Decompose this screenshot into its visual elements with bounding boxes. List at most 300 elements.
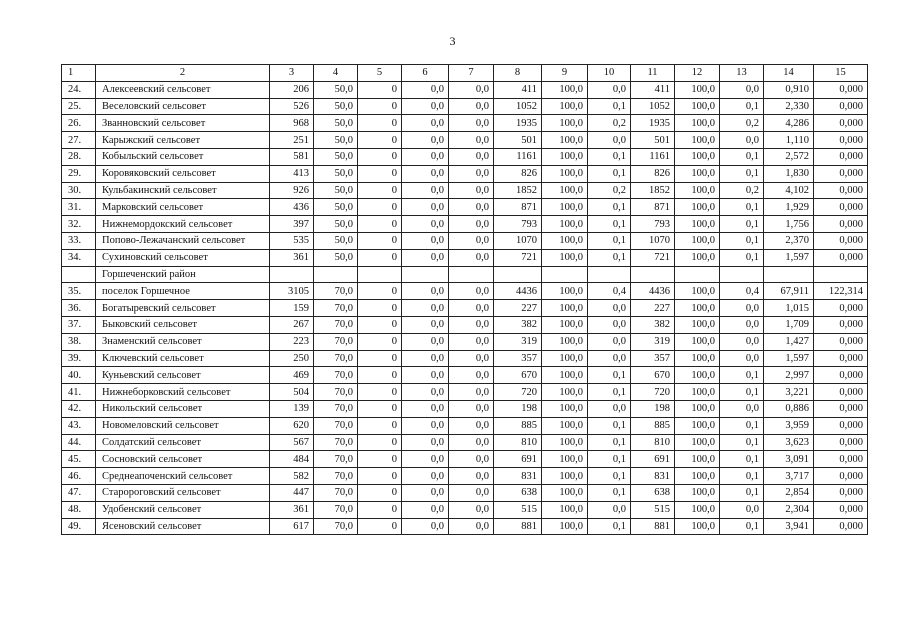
table-row — [62, 232, 868, 249]
name-cell: Старороговский сельсовет — [96, 484, 270, 501]
value-cell: 526 — [270, 98, 314, 115]
value-cell: 3,623 — [764, 434, 814, 451]
value-cell: 70,0 — [314, 367, 358, 384]
value-cell: 361 — [270, 249, 314, 266]
value-cell: 0 — [358, 165, 402, 182]
value-cell: 0,0 — [402, 98, 449, 115]
value-cell: 250 — [270, 350, 314, 367]
value-cell: 100,0 — [675, 501, 720, 518]
table-row — [62, 249, 868, 266]
value-cell: 159 — [270, 300, 314, 317]
value-cell: 100,0 — [675, 417, 720, 434]
value-cell: 100,0 — [542, 484, 588, 501]
row-number-cell: 26. — [62, 115, 96, 132]
value-cell: 0,0 — [402, 468, 449, 485]
table-row — [62, 434, 868, 451]
value-cell: 0,0 — [449, 484, 494, 501]
value-cell: 638 — [494, 484, 542, 501]
value-cell: 0,0 — [720, 316, 764, 333]
value-cell: 100,0 — [675, 451, 720, 468]
value-cell: 1852 — [631, 182, 675, 199]
value-cell: 0 — [358, 468, 402, 485]
column-header: 3 — [270, 65, 314, 82]
value-cell: 0,0 — [449, 316, 494, 333]
value-cell: 447 — [270, 484, 314, 501]
value-cell: 50,0 — [314, 216, 358, 233]
column-header: 7 — [449, 65, 494, 82]
value-cell: 1,110 — [764, 132, 814, 149]
table-body — [62, 81, 868, 535]
value-cell: 515 — [631, 501, 675, 518]
value-cell: 0,0 — [402, 400, 449, 417]
value-cell: 2,330 — [764, 98, 814, 115]
value-cell: 100,0 — [542, 501, 588, 518]
value-cell: 100,0 — [675, 199, 720, 216]
value-cell: 0,0 — [402, 300, 449, 317]
row-number-cell: 35. — [62, 283, 96, 300]
value-cell: 0,1 — [588, 148, 631, 165]
value-cell: 100,0 — [542, 98, 588, 115]
name-cell: Кобыльский сельсовет — [96, 148, 270, 165]
value-cell: 206 — [270, 81, 314, 98]
value-cell: 3105 — [270, 283, 314, 300]
value-cell: 0 — [358, 300, 402, 317]
value-cell: 70,0 — [314, 434, 358, 451]
name-cell: Новомеловский сельсовет — [96, 417, 270, 434]
value-cell: 382 — [494, 316, 542, 333]
value-cell: 4436 — [494, 283, 542, 300]
value-cell: 0,4 — [720, 283, 764, 300]
table-row — [62, 199, 868, 216]
value-cell: 0,0 — [720, 400, 764, 417]
table-row — [62, 81, 868, 98]
value-cell: 515 — [494, 501, 542, 518]
table-row — [62, 216, 868, 233]
value-cell: 617 — [270, 518, 314, 535]
value-cell: 0,1 — [588, 165, 631, 182]
row-number-cell: 32. — [62, 216, 96, 233]
value-cell: 100,0 — [675, 132, 720, 149]
value-cell: 227 — [494, 300, 542, 317]
value-cell: 100,0 — [675, 518, 720, 535]
column-header: 6 — [402, 65, 449, 82]
value-cell — [314, 266, 358, 283]
value-cell: 670 — [631, 367, 675, 384]
value-cell: 100,0 — [542, 132, 588, 149]
value-cell: 100,0 — [542, 182, 588, 199]
table-row — [62, 400, 868, 417]
name-cell: Веселовский сельсовет — [96, 98, 270, 115]
table-row — [62, 182, 868, 199]
row-number-cell: 27. — [62, 132, 96, 149]
value-cell: 1,830 — [764, 165, 814, 182]
value-cell: 0,000 — [814, 367, 868, 384]
value-cell: 0,1 — [588, 98, 631, 115]
value-cell: 721 — [631, 249, 675, 266]
value-cell: 0,0 — [449, 434, 494, 451]
value-cell: 0,1 — [588, 216, 631, 233]
value-cell: 50,0 — [314, 115, 358, 132]
value-cell: 50,0 — [314, 199, 358, 216]
value-cell — [675, 266, 720, 283]
value-cell: 100,0 — [675, 350, 720, 367]
value-cell: 0,0 — [402, 518, 449, 535]
column-header: 4 — [314, 65, 358, 82]
row-number-cell: 41. — [62, 384, 96, 401]
value-cell: 251 — [270, 132, 314, 149]
name-cell: Удобенский сельсовет — [96, 501, 270, 518]
value-cell: 319 — [494, 333, 542, 350]
value-cell: 1,709 — [764, 316, 814, 333]
value-cell: 0,0 — [449, 232, 494, 249]
value-cell: 691 — [494, 451, 542, 468]
value-cell: 100,0 — [542, 148, 588, 165]
table-row — [62, 115, 868, 132]
value-cell: 638 — [631, 484, 675, 501]
row-number-cell: 34. — [62, 249, 96, 266]
value-cell: 0 — [358, 232, 402, 249]
value-cell: 70,0 — [314, 417, 358, 434]
value-cell: 50,0 — [314, 148, 358, 165]
value-cell: 397 — [270, 216, 314, 233]
table-row — [62, 350, 868, 367]
value-cell: 0,0 — [402, 434, 449, 451]
value-cell: 0,0 — [402, 199, 449, 216]
row-number-cell: 36. — [62, 300, 96, 317]
name-cell: Горшеченский район — [96, 266, 270, 283]
name-cell: Быковский сельсовет — [96, 316, 270, 333]
value-cell: 67,911 — [764, 283, 814, 300]
value-cell: 0,1 — [720, 199, 764, 216]
value-cell: 1,597 — [764, 350, 814, 367]
value-cell: 0,0 — [449, 216, 494, 233]
value-cell: 691 — [631, 451, 675, 468]
row-number-cell — [62, 266, 96, 283]
value-cell: 0,000 — [814, 417, 868, 434]
value-cell: 70,0 — [314, 316, 358, 333]
table-row — [62, 384, 868, 401]
value-cell: 0,0 — [402, 182, 449, 199]
value-cell: 100,0 — [675, 165, 720, 182]
value-cell: 361 — [270, 501, 314, 518]
value-cell: 0,0 — [402, 232, 449, 249]
value-cell: 100,0 — [542, 199, 588, 216]
value-cell: 50,0 — [314, 249, 358, 266]
value-cell: 0,1 — [720, 417, 764, 434]
value-cell: 0,2 — [720, 182, 764, 199]
value-cell: 0,000 — [814, 518, 868, 535]
value-cell: 0,000 — [814, 148, 868, 165]
value-cell: 0,1 — [588, 249, 631, 266]
value-cell: 382 — [631, 316, 675, 333]
value-cell: 0,1 — [720, 451, 764, 468]
value-cell: 50,0 — [314, 165, 358, 182]
value-cell: 0,0 — [720, 300, 764, 317]
table-row — [62, 367, 868, 384]
row-number-cell: 28. — [62, 148, 96, 165]
name-cell: Среднеапоченский сельсовет — [96, 468, 270, 485]
value-cell: 1852 — [494, 182, 542, 199]
value-cell: 0,0 — [449, 182, 494, 199]
value-cell: 0,0 — [588, 501, 631, 518]
value-cell: 831 — [494, 468, 542, 485]
name-cell: поселок Горшечное — [96, 283, 270, 300]
value-cell: 968 — [270, 115, 314, 132]
value-cell: 50,0 — [314, 232, 358, 249]
value-cell: 0,0 — [720, 333, 764, 350]
row-number-cell: 47. — [62, 484, 96, 501]
value-cell: 1070 — [494, 232, 542, 249]
value-cell: 0,0 — [402, 451, 449, 468]
value-cell: 0,0 — [402, 484, 449, 501]
value-cell: 0 — [358, 199, 402, 216]
header-row — [62, 65, 868, 82]
value-cell: 4,286 — [764, 115, 814, 132]
value-cell: 501 — [494, 132, 542, 149]
value-cell: 0,000 — [814, 132, 868, 149]
value-cell: 0,1 — [720, 216, 764, 233]
value-cell: 100,0 — [675, 434, 720, 451]
value-cell: 0,1 — [588, 367, 631, 384]
value-cell: 198 — [494, 400, 542, 417]
value-cell: 793 — [494, 216, 542, 233]
value-cell: 0 — [358, 115, 402, 132]
value-cell: 100,0 — [675, 232, 720, 249]
value-cell: 1161 — [631, 148, 675, 165]
value-cell: 100,0 — [675, 115, 720, 132]
value-cell: 793 — [631, 216, 675, 233]
value-cell: 70,0 — [314, 384, 358, 401]
value-cell: 100,0 — [542, 283, 588, 300]
row-number-cell: 30. — [62, 182, 96, 199]
row-number-cell: 37. — [62, 316, 96, 333]
value-cell: 50,0 — [314, 132, 358, 149]
value-cell: 0 — [358, 484, 402, 501]
table-row — [62, 501, 868, 518]
value-cell: 0,000 — [814, 115, 868, 132]
column-header: 2 — [96, 65, 270, 82]
table-row — [62, 333, 868, 350]
value-cell: 484 — [270, 451, 314, 468]
table-row — [62, 484, 868, 501]
row-number-cell: 25. — [62, 98, 96, 115]
value-cell: 198 — [631, 400, 675, 417]
value-cell: 0,1 — [588, 199, 631, 216]
name-cell: Сосновский сельсовет — [96, 451, 270, 468]
value-cell — [402, 266, 449, 283]
column-header: 14 — [764, 65, 814, 82]
value-cell: 100,0 — [675, 333, 720, 350]
value-cell: 0,0 — [588, 316, 631, 333]
value-cell: 0 — [358, 501, 402, 518]
value-cell: 50,0 — [314, 182, 358, 199]
name-cell: Нижнеборковский сельсовет — [96, 384, 270, 401]
table-row — [62, 132, 868, 149]
table-row — [62, 316, 868, 333]
value-cell: 100,0 — [542, 81, 588, 98]
value-cell: 0,1 — [588, 434, 631, 451]
value-cell: 100,0 — [542, 216, 588, 233]
row-number-cell: 45. — [62, 451, 96, 468]
value-cell: 100,0 — [675, 468, 720, 485]
value-cell: 810 — [494, 434, 542, 451]
value-cell: 0,0 — [402, 148, 449, 165]
value-cell: 0,0 — [720, 81, 764, 98]
value-cell: 0,0 — [402, 132, 449, 149]
value-cell: 122,314 — [814, 283, 868, 300]
value-cell: 100,0 — [542, 316, 588, 333]
value-cell: 581 — [270, 148, 314, 165]
name-cell: Куньевский сельсовет — [96, 367, 270, 384]
table-row — [62, 165, 868, 182]
value-cell: 0,2 — [720, 115, 764, 132]
table-row — [62, 300, 868, 317]
value-cell: 0,1 — [720, 249, 764, 266]
value-cell: 357 — [494, 350, 542, 367]
value-cell — [270, 266, 314, 283]
name-cell: Ключевский сельсовет — [96, 350, 270, 367]
value-cell: 139 — [270, 400, 314, 417]
name-cell: Алексеевский сельсовет — [96, 81, 270, 98]
value-cell: 3,091 — [764, 451, 814, 468]
value-cell: 0,0 — [588, 350, 631, 367]
value-cell: 871 — [494, 199, 542, 216]
value-cell: 0 — [358, 400, 402, 417]
value-cell: 0,1 — [588, 484, 631, 501]
value-cell: 50,0 — [314, 81, 358, 98]
value-cell — [588, 266, 631, 283]
value-cell: 885 — [631, 417, 675, 434]
value-cell: 1,015 — [764, 300, 814, 317]
value-cell: 100,0 — [675, 81, 720, 98]
value-cell: 50,0 — [314, 98, 358, 115]
column-header: 5 — [358, 65, 402, 82]
value-cell: 100,0 — [675, 283, 720, 300]
value-cell: 2,304 — [764, 501, 814, 518]
row-number-cell: 42. — [62, 400, 96, 417]
value-cell: 0,0 — [449, 98, 494, 115]
value-cell: 0,0 — [720, 501, 764, 518]
name-cell: Ясеновский сельсовет — [96, 518, 270, 535]
value-cell: 0,000 — [814, 333, 868, 350]
value-cell: 267 — [270, 316, 314, 333]
value-cell: 0,0 — [402, 417, 449, 434]
value-cell: 0 — [358, 333, 402, 350]
value-cell: 0,1 — [720, 434, 764, 451]
value-cell: 227 — [631, 300, 675, 317]
row-number-cell: 39. — [62, 350, 96, 367]
name-cell: Знаменский сельсовет — [96, 333, 270, 350]
value-cell: 0,0 — [449, 468, 494, 485]
value-cell: 100,0 — [542, 468, 588, 485]
value-cell: 100,0 — [542, 115, 588, 132]
value-cell: 1052 — [494, 98, 542, 115]
value-cell: 0,0 — [449, 283, 494, 300]
value-cell: 0,0 — [449, 518, 494, 535]
value-cell: 0,1 — [588, 417, 631, 434]
value-cell: 2,854 — [764, 484, 814, 501]
value-cell — [494, 266, 542, 283]
value-cell: 0,0 — [402, 501, 449, 518]
row-number-cell: 38. — [62, 333, 96, 350]
value-cell: 885 — [494, 417, 542, 434]
value-cell: 0 — [358, 249, 402, 266]
value-cell: 4,102 — [764, 182, 814, 199]
value-cell: 100,0 — [542, 417, 588, 434]
value-cell: 3,717 — [764, 468, 814, 485]
data-table — [61, 64, 868, 535]
value-cell: 3,221 — [764, 384, 814, 401]
value-cell: 70,0 — [314, 350, 358, 367]
value-cell: 0 — [358, 216, 402, 233]
value-cell: 0,0 — [588, 333, 631, 350]
value-cell: 0,1 — [588, 384, 631, 401]
value-cell: 0,000 — [814, 501, 868, 518]
value-cell: 1,929 — [764, 199, 814, 216]
value-cell: 0,000 — [814, 199, 868, 216]
name-cell: Никольский сельсовет — [96, 400, 270, 417]
value-cell: 100,0 — [542, 400, 588, 417]
value-cell: 0,0 — [449, 249, 494, 266]
value-cell: 100,0 — [542, 300, 588, 317]
value-cell: 501 — [631, 132, 675, 149]
value-cell: 0,0 — [449, 350, 494, 367]
value-cell: 3,959 — [764, 417, 814, 434]
value-cell: 0 — [358, 417, 402, 434]
value-cell: 0,0 — [449, 367, 494, 384]
value-cell: 100,0 — [542, 333, 588, 350]
value-cell: 100,0 — [675, 300, 720, 317]
value-cell: 0,0 — [449, 148, 494, 165]
value-cell: 2,997 — [764, 367, 814, 384]
value-cell: 1,756 — [764, 216, 814, 233]
value-cell: 0,0 — [720, 132, 764, 149]
value-cell: 0,0 — [449, 81, 494, 98]
value-cell: 411 — [494, 81, 542, 98]
value-cell: 0,2 — [588, 115, 631, 132]
value-cell: 670 — [494, 367, 542, 384]
value-cell: 100,0 — [675, 216, 720, 233]
page-number: 3 — [449, 34, 456, 48]
row-number-cell: 44. — [62, 434, 96, 451]
value-cell: 100,0 — [542, 518, 588, 535]
table-header — [62, 65, 868, 82]
value-cell: 0 — [358, 148, 402, 165]
row-number-cell: 40. — [62, 367, 96, 384]
name-cell: Коровяковский сельсовет — [96, 165, 270, 182]
value-cell: 0,0 — [449, 417, 494, 434]
name-cell: Нижнемордокский сельсовет — [96, 216, 270, 233]
value-cell: 0,1 — [720, 165, 764, 182]
value-cell: 0,0 — [402, 333, 449, 350]
value-cell: 469 — [270, 367, 314, 384]
value-cell: 0,1 — [720, 468, 764, 485]
value-cell: 100,0 — [675, 367, 720, 384]
value-cell: 100,0 — [542, 249, 588, 266]
row-number-cell: 43. — [62, 417, 96, 434]
value-cell: 0,0 — [588, 300, 631, 317]
value-cell: 1161 — [494, 148, 542, 165]
row-number-cell: 49. — [62, 518, 96, 535]
value-cell: 926 — [270, 182, 314, 199]
value-cell: 504 — [270, 384, 314, 401]
value-cell: 0,0 — [402, 165, 449, 182]
row-number-cell: 33. — [62, 232, 96, 249]
value-cell: 100,0 — [675, 98, 720, 115]
value-cell: 0,0 — [449, 333, 494, 350]
value-cell: 0 — [358, 132, 402, 149]
value-cell: 0 — [358, 81, 402, 98]
